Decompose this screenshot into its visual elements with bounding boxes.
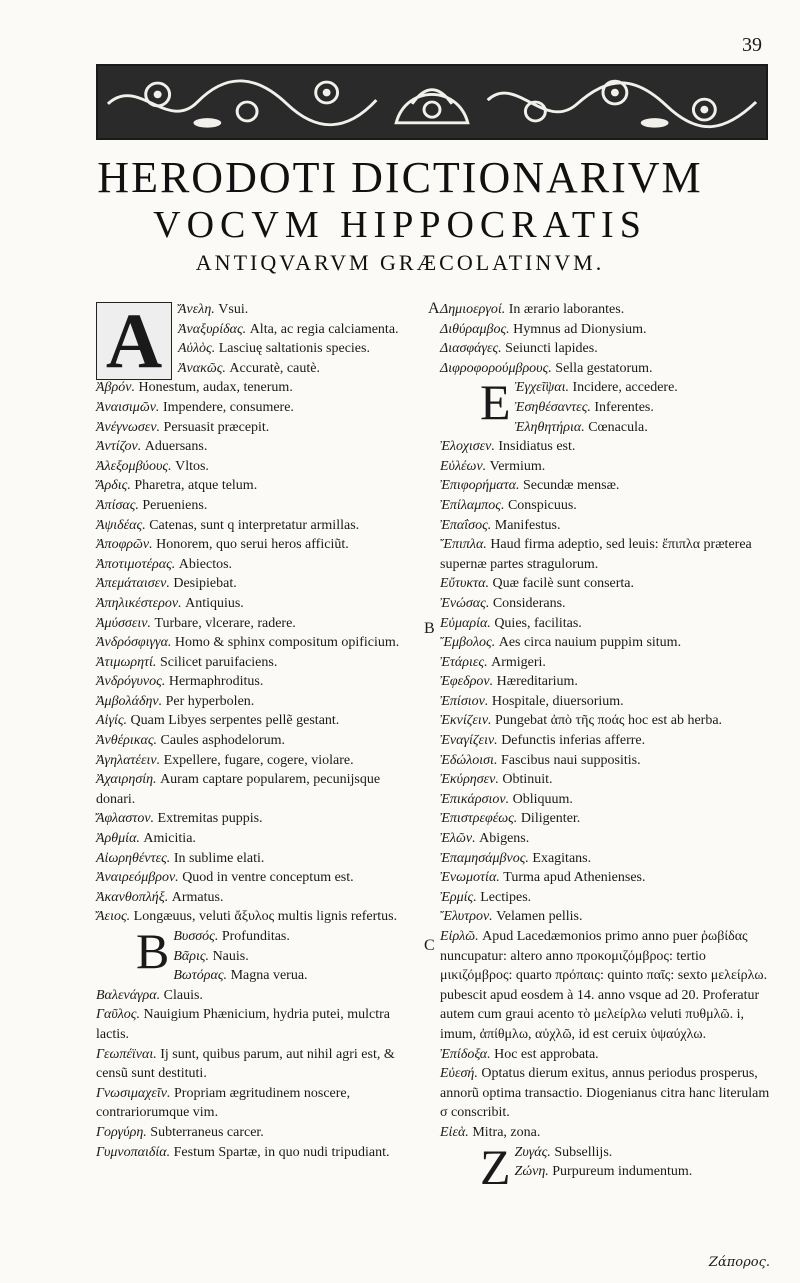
- entry-headword: Ἔλυτρον.: [440, 909, 493, 925]
- entry-definition: Pharetra, atque telum.: [134, 478, 258, 494]
- dictionary-entry: [96, 300, 418, 320]
- entry-headword: Ἀτιμωρητί.: [96, 654, 157, 670]
- entry-headword: Ζώνη.: [514, 1164, 549, 1180]
- entry-definition: Lectipes.: [480, 889, 532, 905]
- entry-headword: Βᾶρις.: [173, 948, 210, 964]
- dictionary-entry: [440, 457, 776, 477]
- dictionary-entry: [440, 770, 776, 790]
- entry-definition: Auram captare popularem, pecunijsque donari.: [96, 772, 381, 807]
- ornament-pattern-icon: [98, 66, 766, 138]
- entry-definition: Perueniens.: [142, 497, 208, 513]
- entry-headword: Ἐρμίς.: [440, 889, 477, 905]
- dictionary-entry: [96, 496, 418, 516]
- dictionary-entry: [96, 1045, 418, 1084]
- entry-definition: In sublime elati.: [173, 850, 265, 866]
- entry-definition: Velamen pellis.: [496, 909, 583, 925]
- entry-headword: Γνωσιμαχεῖν.: [96, 1085, 171, 1101]
- entry-definition: Manifestus.: [494, 517, 561, 533]
- dictionary-entry: [440, 672, 776, 692]
- entry-definition: Considerans.: [492, 595, 566, 611]
- entry-definition: Conspicuus.: [507, 497, 577, 513]
- entry-definition: Hymnus ad Dionysium.: [513, 321, 647, 337]
- entry-definition: Aes circa nauium puppim situm.: [498, 635, 682, 651]
- dictionary-entry: [96, 457, 418, 477]
- entry-headword: Ἐπαμησάμβνος.: [440, 850, 529, 866]
- entry-headword: Δημιοεργοί.: [440, 302, 506, 317]
- dictionary-entry: [96, 1123, 418, 1143]
- entry-headword: Ἐκύρησεν.: [440, 772, 499, 788]
- dictionary-entry: [96, 339, 418, 359]
- dictionary-entry: [96, 653, 418, 673]
- entry-headword: Εὐλέων.: [440, 458, 487, 474]
- dictionary-entry: [96, 633, 418, 653]
- entry-definition: Hæreditarium.: [496, 674, 578, 690]
- entry-headword: Ἀνέγνωσεν.: [96, 419, 161, 435]
- dictionary-entry: [440, 692, 776, 712]
- entry-headword: Ἀναιρεόμβρον.: [96, 870, 179, 886]
- entry-headword: Ἄφλαστον.: [96, 811, 155, 827]
- entry-headword: Ἐπιφορήματα.: [440, 478, 520, 494]
- entry-definition: Magna verua.: [230, 968, 308, 984]
- catchword: Ζάπορος.: [708, 1255, 770, 1270]
- dictionary-entry: [440, 437, 776, 457]
- dictionary-entry: [440, 535, 776, 574]
- dictionary-entry: [96, 829, 418, 849]
- entry-definition: Obliquum.: [512, 791, 573, 807]
- dictionary-entry: [96, 947, 418, 967]
- entry-definition: Defunctis inferias afferre.: [501, 733, 646, 749]
- entry-definition: Pungebat ἀπὸ τῆς ποάς hoc est ab herba.: [495, 713, 723, 729]
- entry-definition: Armatus.: [171, 889, 224, 905]
- entry-definition: Propriam ægritudinem noscere, contrariorumque vim.: [96, 1085, 351, 1121]
- entry-headword: Ἀγηλατέειν.: [96, 752, 161, 768]
- subtitle-secondary: ANTIQVARVM GRÆCOLATINVM.: [195, 250, 605, 275]
- entry-definition: Vltos.: [175, 458, 209, 474]
- entry-definition: Persuasit præcepit.: [163, 419, 270, 435]
- dictionary-entry: [96, 770, 418, 809]
- entry-headword: Ἐνώσας.: [440, 595, 490, 611]
- dictionary-entry: [440, 868, 776, 888]
- entry-definition: Optatus dierum exitus, annus periodus prosperus, annorũ optima transactio. Diogenianus citra hanc literulam σ conscribit.: [440, 1066, 770, 1121]
- entry-headword: Ἀμβολάδην.: [96, 693, 163, 709]
- entry-definition: Quæ facilè sunt conserta.: [492, 576, 635, 592]
- dictionary-entry: [96, 986, 418, 1006]
- dictionary-entry: [96, 418, 418, 438]
- dictionary-entry: [96, 535, 418, 555]
- entry-headword: Εὔτυκτα.: [440, 576, 489, 592]
- dictionary-entry: [440, 790, 776, 810]
- entry-headword: Ἀνθέρικας.: [96, 733, 158, 749]
- entry-definition: Lasciuę saltationis species.: [218, 341, 370, 357]
- dictionary-entry: [96, 809, 418, 829]
- dictionary-entry: [96, 437, 418, 457]
- entry-headword: Εὐεσή.: [440, 1066, 478, 1082]
- entry-definition: Insidiatus est.: [498, 439, 576, 455]
- entry-headword: Ζυγάς.: [514, 1144, 551, 1160]
- entry-headword: Αἰωρηθέντες.: [96, 850, 171, 866]
- entry-headword: Ἀνδρόγυνος.: [96, 674, 166, 690]
- dictionary-entry: [96, 1084, 418, 1123]
- entry-headword: Ἐγχεῖ̈ψαι.: [514, 380, 569, 396]
- entry-definition: Hermaphroditus.: [168, 674, 264, 690]
- entry-headword: Ἐπαΐσος.: [440, 517, 492, 533]
- dictionary-entry: [96, 476, 418, 496]
- entry-definition: Antiquius.: [185, 595, 244, 611]
- entry-definition: Per hyperbolen.: [165, 693, 255, 709]
- entry-definition: Clauis.: [163, 987, 203, 1003]
- entry-headword: Ἀποτιμοτέρας.: [96, 556, 176, 572]
- entry-headword: Γεωπέϊναι.: [96, 1046, 157, 1062]
- dictionary-entry: [96, 320, 418, 340]
- entry-headword: Ἐσηθέσαντες.: [514, 399, 591, 415]
- left-column: [96, 297, 418, 1162]
- dropcap-z: Z: [480, 1138, 511, 1195]
- entry-headword: Βαλενάγρα.: [96, 987, 161, 1003]
- dictionary-entry: [440, 320, 776, 340]
- entry-headword: Ἐτάριες.: [440, 654, 488, 670]
- entry-definition: Turbare, vlcerare, radere.: [154, 615, 296, 631]
- entry-definition: Incidere, accedere.: [572, 380, 678, 396]
- dropcap-a: A: [96, 302, 172, 380]
- entry-definition: Expellere, fugare, cogere, violare.: [163, 752, 354, 768]
- entry-headword: Βωτόρας.: [173, 968, 228, 984]
- entry-headword: Ἐναγίζειν.: [440, 733, 498, 749]
- dictionary-entry: [440, 927, 776, 1045]
- dictionary-entry: [440, 418, 776, 438]
- entry-definition: Subterraneus carcer.: [150, 1124, 264, 1140]
- entry-definition: Apud Lacedæmonios primo anno puer ῥωβίδας nuncupatur: altero anno προκομιζόμβρος: tertio μικιζόμβρος: quarto πρόπαις: quinto παῖς: sexto μελείρλω. pubescit apud eosdem à 14. anno vsque ad 20. Proferatur autem cum graui acento τὸ μελείρλω veluti πυθμλῶ. i, imum, ἀπίθμλω, αὐχλῶ, id est ceruix ὑψαύχλω.: [440, 929, 768, 1042]
- entry-headword: Ἄρδις.: [96, 478, 131, 494]
- entry-definition: In ærario laborantes.: [508, 302, 625, 317]
- entry-headword: Ἐπικάρσιον.: [440, 791, 510, 807]
- entry-headword: Ἐλῶν.: [440, 831, 476, 847]
- entry-definition: Alta, ac regia calciamenta.: [249, 321, 399, 337]
- entry-headword: Αὐλὸς.: [178, 341, 216, 357]
- dictionary-entry: [96, 574, 418, 594]
- page-number: 39: [742, 34, 762, 56]
- dictionary-entry: [440, 614, 776, 634]
- entry-definition: Inferentes.: [594, 399, 654, 415]
- dictionary-entry: [440, 809, 776, 829]
- entry-definition: Accuratè, cautè.: [229, 360, 320, 376]
- dictionary-entry: [96, 966, 418, 986]
- entry-definition: Hoc est approbata.: [494, 1046, 599, 1062]
- entry-definition: Haud firma adeptio, sed leuis: ἔπιπλα præterea supernæ partes stragulorum.: [440, 537, 752, 572]
- entry-definition: Honestum, audax, tenerum.: [138, 380, 293, 396]
- entry-definition: Honorem, quo serui heros afficiũt.: [156, 537, 349, 553]
- dictionary-entry: [96, 516, 418, 536]
- entry-headword: Ἐφεδρον.: [440, 674, 494, 690]
- entry-headword: Ἀντίζον.: [96, 439, 142, 455]
- entry-headword: Ἐπιστρεφέως.: [440, 811, 518, 827]
- entry-definition: Homo & sphinx compositum opificium.: [174, 635, 400, 651]
- decorative-ornament-band: [96, 64, 768, 140]
- entry-definition: Scilicet paruifaciens.: [159, 654, 278, 670]
- entry-headword: Γαῦλος.: [96, 1007, 140, 1023]
- dictionary-entry: [96, 868, 418, 888]
- entry-headword: Γοργύρη.: [96, 1124, 147, 1140]
- entry-headword: Ἀπεμάταισεν.: [96, 576, 170, 592]
- entry-definition: Purpureum indumentum.: [552, 1164, 693, 1180]
- dictionary-entry: [96, 672, 418, 692]
- entry-definition: Subsellijs.: [554, 1144, 613, 1160]
- entry-definition: Cœnacula.: [588, 419, 648, 435]
- entry-definition: Impendere, consumere.: [162, 399, 294, 415]
- entry-definition: Hospitale, diuersorium.: [491, 693, 624, 709]
- entry-definition: Seiuncti lapides.: [505, 341, 598, 357]
- entry-definition: Vsui.: [218, 302, 249, 317]
- entry-definition: Festum Spartæ, in quo nudi tripudiant.: [173, 1144, 390, 1160]
- dictionary-entry: [440, 1162, 776, 1182]
- entry-definition: Exagitans.: [532, 850, 592, 866]
- entry-headword: Ἀρθμία.: [96, 831, 140, 847]
- entry-definition: Amicitia.: [143, 831, 196, 847]
- dictionary-entry: [96, 751, 418, 771]
- dropcap-b: B: [136, 923, 170, 979]
- dictionary-entry: [440, 300, 776, 320]
- entry-definition: Nauigium Phænicium, hydria putei, mulctra lactis.: [96, 1007, 391, 1042]
- entry-headword: Ἐπίδοξα.: [440, 1046, 491, 1062]
- entry-headword: Διφροφορούμβρους.: [440, 360, 552, 376]
- dictionary-entry: [96, 1143, 418, 1163]
- entry-headword: Ἀναξυρίδας.: [178, 321, 247, 337]
- dictionary-entry: [440, 594, 776, 614]
- entry-headword: Βυσσός.: [173, 929, 219, 944]
- entry-definition: Armigeri.: [491, 654, 546, 670]
- entry-headword: Γυμνοπαιδία.: [96, 1144, 171, 1160]
- entry-headword: Ἀνδρόσφιγγα.: [96, 635, 172, 651]
- dictionary-entry: [96, 594, 418, 614]
- entry-headword: Ἄνελη.: [178, 302, 215, 317]
- entry-headword: Διθύραμβος.: [440, 321, 510, 337]
- entry-definition: Diligenter.: [520, 811, 581, 827]
- entry-headword: Ἀμύσσειν.: [96, 615, 151, 631]
- dictionary-entry: [96, 378, 418, 398]
- dictionary-entry: [440, 574, 776, 594]
- entry-headword: Ἀβρόν.: [96, 380, 135, 396]
- dictionary-entry: [440, 339, 776, 359]
- entry-headword: Ἐνωμοτία.: [440, 870, 500, 886]
- dictionary-entry: [440, 496, 776, 516]
- subtitle: VOCVM HIPPOCRATIS: [153, 204, 647, 246]
- entry-headword: Ἐπίσιον.: [440, 693, 489, 709]
- section-marker-c: C: [424, 937, 435, 954]
- right-column: [440, 300, 776, 1195]
- entry-headword: Ἀποφρῶν.: [96, 537, 153, 553]
- dictionary-entry: [440, 1045, 776, 1065]
- main-title: HERODOTI DICTIONARIVM: [97, 153, 703, 202]
- dictionary-entry: [440, 476, 776, 496]
- dictionary-entry: [440, 751, 776, 771]
- entry-headword: Ἐληθητήρια.: [514, 419, 585, 435]
- dictionary-entry: [96, 888, 418, 908]
- dictionary-entry: [96, 711, 418, 731]
- entry-headword: Ἐδώλοισι.: [440, 752, 498, 768]
- dictionary-entry: [440, 888, 776, 908]
- section-marker-b: B: [424, 620, 435, 637]
- entry-definition: Abigens.: [479, 831, 530, 847]
- entry-headword: Ἐλοχισεν.: [440, 439, 495, 455]
- entry-headword: Ἄειος.: [96, 909, 131, 925]
- dictionary-entry: [96, 614, 418, 634]
- entry-headword: Ἀκανθοπλήξ.: [96, 889, 169, 905]
- entry-definition: Abiectos.: [178, 556, 233, 572]
- entry-definition: Longæuus, veluti ἄξυλος multis lignis refertus.: [133, 909, 398, 925]
- dictionary-entry: [96, 692, 418, 712]
- entry-definition: Quies, facilitas.: [494, 615, 582, 631]
- entry-headword: Ἀπίσας.: [96, 497, 139, 513]
- entry-headword: Ἀχαιρησίη.: [96, 772, 157, 788]
- entry-definition: Secundæ mensæ.: [522, 478, 620, 494]
- entry-definition: Sella gestatorum.: [555, 360, 653, 376]
- dictionary-entry: [440, 829, 776, 849]
- entry-headword: Εἰρλῶ.: [440, 929, 479, 944]
- entry-definition: Desipiebat.: [173, 576, 237, 592]
- entry-definition: Mitra, zona.: [472, 1124, 541, 1140]
- dictionary-entry: [440, 849, 776, 869]
- dictionary-entry: [440, 1064, 776, 1123]
- entry-headword: Ἀνακῶς.: [178, 360, 226, 376]
- dictionary-entry: [440, 907, 776, 927]
- dictionary-entry: [440, 653, 776, 673]
- entry-definition: Vermium.: [489, 458, 546, 474]
- dictionary-entry: [440, 633, 776, 653]
- dictionary-entry: [96, 555, 418, 575]
- dictionary-entry: [96, 1005, 418, 1044]
- dictionary-entry: [440, 731, 776, 751]
- dictionary-entry: [440, 711, 776, 731]
- dictionary-entry: [440, 516, 776, 536]
- entry-headword: Εὐμαρία.: [440, 615, 491, 631]
- entry-headword: Ἔμβολος.: [440, 635, 496, 651]
- entry-headword: Αἰγίς.: [96, 713, 128, 729]
- entry-headword: Διασφάγες.: [440, 341, 502, 357]
- entry-headword: Εἰεὰ.: [440, 1124, 469, 1140]
- entry-definition: Obtinuit.: [502, 772, 553, 788]
- entry-definition: Quod in ventre conceptum est.: [182, 870, 354, 886]
- entry-headword: Ἀπηλικέστερον.: [96, 595, 182, 611]
- entry-definition: Aduersans.: [144, 439, 208, 455]
- entry-headword: Ἐκνίζειν.: [440, 713, 492, 729]
- dictionary-entry: [96, 849, 418, 869]
- entry-headword: Ἀναισιμῶν.: [96, 399, 160, 415]
- entry-definition: Caules asphodelorum.: [160, 733, 285, 749]
- entry-headword: Ἐπίλαμπος.: [440, 497, 505, 513]
- entry-definition: Nauis.: [212, 948, 249, 964]
- entry-headword: Ἀψιδέας.: [96, 517, 146, 533]
- dictionary-entry: [96, 359, 418, 379]
- dictionary-entry: [96, 398, 418, 418]
- entry-definition: Ij sunt, quibus parum, aut nihil agri est, & censũ sunt destituti.: [96, 1046, 395, 1082]
- entry-definition: Fascibus naui suppositis.: [500, 752, 641, 768]
- entry-definition: Extremitas puppis.: [157, 811, 263, 827]
- dropcap-e: E: [480, 374, 511, 431]
- section-marker-a: A: [428, 300, 440, 317]
- entry-definition: Turma apud Athenienses.: [503, 870, 646, 886]
- entry-headword: Ἔπιπλα.: [440, 537, 487, 553]
- entry-definition: Catenas, sunt q interpretatur armillas.: [149, 517, 360, 533]
- entry-definition: Quam Libyes serpentes pellẽ gestant.: [130, 713, 340, 729]
- entry-definition: Profunditas.: [221, 929, 290, 944]
- dictionary-entry: [440, 398, 776, 418]
- dictionary-entry: [96, 731, 418, 751]
- entry-headword: Ἀλεξομβύους.: [96, 458, 172, 474]
